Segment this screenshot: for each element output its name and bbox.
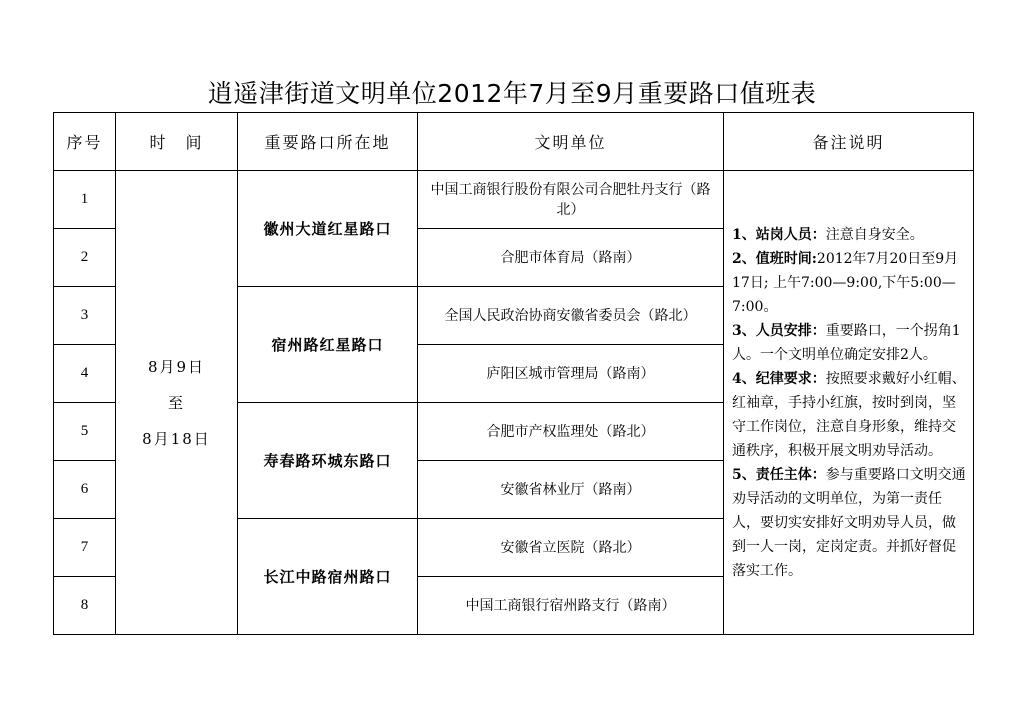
- page-title: 逍遥津街道文明单位2012年7月至9月重要路口值班表: [207, 79, 817, 108]
- header-notes: 备注说明: [724, 113, 974, 171]
- row-index: 2: [54, 229, 116, 287]
- unit-name: 安徽省林业厅（路南）: [418, 461, 724, 519]
- note-text: 注意自身安全。: [825, 226, 924, 243]
- header-time: 时 间: [116, 113, 238, 171]
- note-item: [732, 319, 967, 367]
- duty-time: [116, 171, 238, 635]
- table-row: [54, 171, 974, 229]
- note-heading: 2、值班时间:: [732, 250, 817, 267]
- junction-name: 寿春路环城东路口: [238, 403, 418, 519]
- note-item: [732, 463, 967, 583]
- notes-cell: [724, 171, 974, 635]
- row-index: 6: [54, 461, 116, 519]
- note-item: [732, 367, 967, 463]
- row-index: 5: [54, 403, 116, 461]
- unit-name: 安徽省立医院（路北）: [418, 519, 724, 577]
- junction-name: 宿州路红星路口: [238, 287, 418, 403]
- time-start: 8月9日: [147, 357, 206, 376]
- unit-name: 庐阳区城市管理局（路南）: [418, 345, 724, 403]
- note-text: 重要路口，一个拐角1人。一个文明单位确定安排2人。: [732, 322, 961, 363]
- header-junction: 重要路口所在地: [238, 113, 418, 171]
- note-heading: 3、人员安排：: [732, 322, 826, 339]
- note-heading: 1、站岗人员：: [732, 226, 826, 243]
- unit-name: 合肥市产权监理处（路北）: [418, 403, 724, 461]
- row-index: 1: [54, 171, 116, 229]
- row-index: 8: [54, 577, 116, 635]
- note-item: [732, 247, 967, 319]
- unit-name: 中国工商银行股份有限公司合肥牡丹支行（路北）: [418, 171, 724, 229]
- time-connector: 至: [167, 393, 185, 412]
- header-unit: 文明单位: [418, 113, 724, 171]
- unit-name: 合肥市体育局（路南）: [418, 229, 724, 287]
- note-heading: 5、责任主体：: [732, 466, 826, 483]
- junction-name: 长江中路宿州路口: [238, 519, 418, 635]
- unit-name: 中国工商银行宿州路支行（路南）: [418, 577, 724, 635]
- note-text: 2012年7月20日至9月17日; 上午7:00—9:00,下午5:00—7:00。: [732, 250, 959, 315]
- row-index: 4: [54, 345, 116, 403]
- unit-name: 全国人民政治协商安徽省委员会（路北）: [418, 287, 724, 345]
- note-text: 参与重要路口文明交通劝导活动的文明单位，为第一责任人，要切实安排好文明劝导人员，做到一人一岗，定岗定责。并抓好督促落实工作。: [732, 466, 966, 579]
- note-text: 按照要求戴好小红帽、红袖章，手持小红旗，按时到岗，坚守工作岗位，注意自身形象，维持交通秩序，积极开展文明劝导活动。: [732, 370, 966, 459]
- note-heading: 4、纪律要求：: [732, 370, 826, 387]
- header-index: 序号: [54, 113, 116, 171]
- table-header-row: [54, 113, 974, 171]
- note-item: [732, 223, 967, 247]
- time-end: 8月18日: [142, 429, 211, 448]
- row-index: 7: [54, 519, 116, 577]
- row-index: 3: [54, 287, 116, 345]
- duty-table: [53, 112, 974, 635]
- junction-name: 徽州大道红星路口: [238, 171, 418, 287]
